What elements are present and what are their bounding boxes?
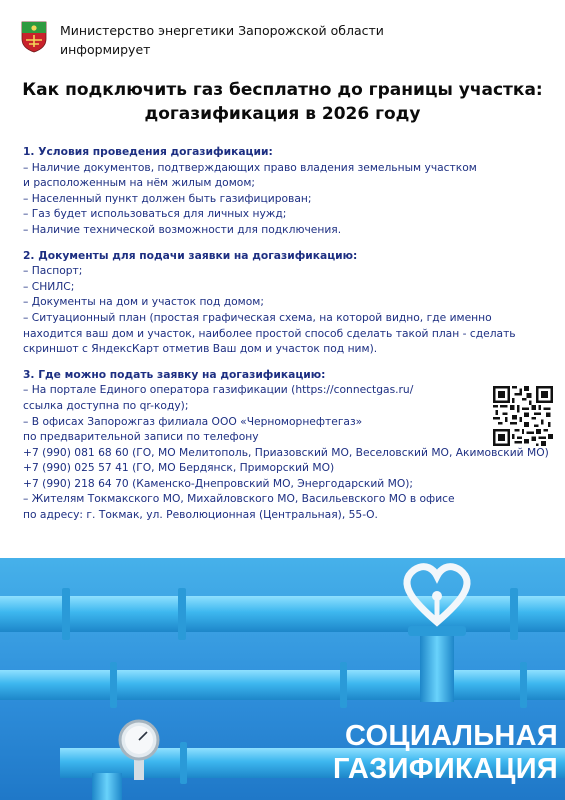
zaporozhye-emblem-icon <box>20 21 48 53</box>
section-line: – СНИЛС; <box>23 279 75 293</box>
section-line: – Ситуационный план (простая графическая схема, на которой видно, где именно <box>23 310 492 324</box>
section-where-to-apply <box>23 367 563 523</box>
content-body <box>23 144 563 523</box>
section-conditions <box>23 144 563 238</box>
banner-line-1: СОЦИАЛЬНАЯ <box>344 720 558 752</box>
org-line-2: информирует <box>60 42 151 57</box>
section-line: – Населенный пункт должен быть газифицирован; <box>23 191 312 205</box>
social-gasification-banner <box>238 720 558 786</box>
section-line: – Паспорт; <box>23 264 83 278</box>
section-line: – Наличие технической возможности для подключения. <box>23 222 342 236</box>
phone-line: +7 (990) 218 64 70 (Каменско-Днепровский МО, Энергодарский МО); <box>23 476 414 490</box>
section-line: находится ваш дом и участок, наиболее простой способ сделать такой план - сделать <box>23 326 516 340</box>
section-line: – Жителям Токмакского МО, Михайловского МО, Васильевского МО в офисе <box>23 492 455 506</box>
section-line: – В офисах Запорожгаз филиала ООО «Черноморнефтегаз» <box>23 414 363 428</box>
title-line-1: Как подключить газ бесплатно до границы участка: <box>22 80 543 100</box>
section-line: ссылка доступна по qr-коду); <box>23 398 189 412</box>
section-line: – Наличие документов, подтверждающих право владения земельным участком <box>23 160 477 174</box>
section-line: – На портале Единого оператора газификации (https://connectgas.ru/ <box>23 383 414 397</box>
section-line: – Документы на дом и участок под домом; <box>23 295 264 309</box>
header <box>20 21 384 59</box>
section-line: по предварительной записи по телефону <box>23 430 259 444</box>
phone-line: +7 (990) 081 68 60 (ГО, МО Мелитополь, Приазовский МО, Веселовский МО, Акимовский МО) <box>23 445 549 459</box>
section-line: и расположенным на нём жилым домом; <box>23 176 255 190</box>
phone-line: +7 (990) 025 57 41 (ГО, МО Бердянск, Приморский МО) <box>23 461 335 475</box>
organization-name <box>60 21 384 59</box>
section-title: 3. Где можно подать заявку на догазификацию: <box>23 367 326 381</box>
org-line-1: Министерство энергетики Запорожской области <box>60 23 384 38</box>
page-title <box>0 78 565 126</box>
banner-line-2: ГАЗИФИКАЦИЯ <box>333 753 558 785</box>
section-line: по адресу: г. Токмак, ул. Революционная (Центральная), 55-О. <box>23 508 378 522</box>
section-title: 1. Условия проведения догазификации: <box>23 145 273 158</box>
section-title: 2. Документы для подачи заявки на догазификацию: <box>23 248 358 262</box>
section-line: – Газ будет использоваться для личных нужд; <box>23 207 287 221</box>
title-line-2: догазификация в 2026 году <box>144 104 421 124</box>
section-documents <box>23 248 563 357</box>
qr-code-icon[interactable] <box>493 386 553 446</box>
section-line: скриншот с ЯндексКарт отметив Ваш дом и участок под ним). <box>23 342 378 356</box>
